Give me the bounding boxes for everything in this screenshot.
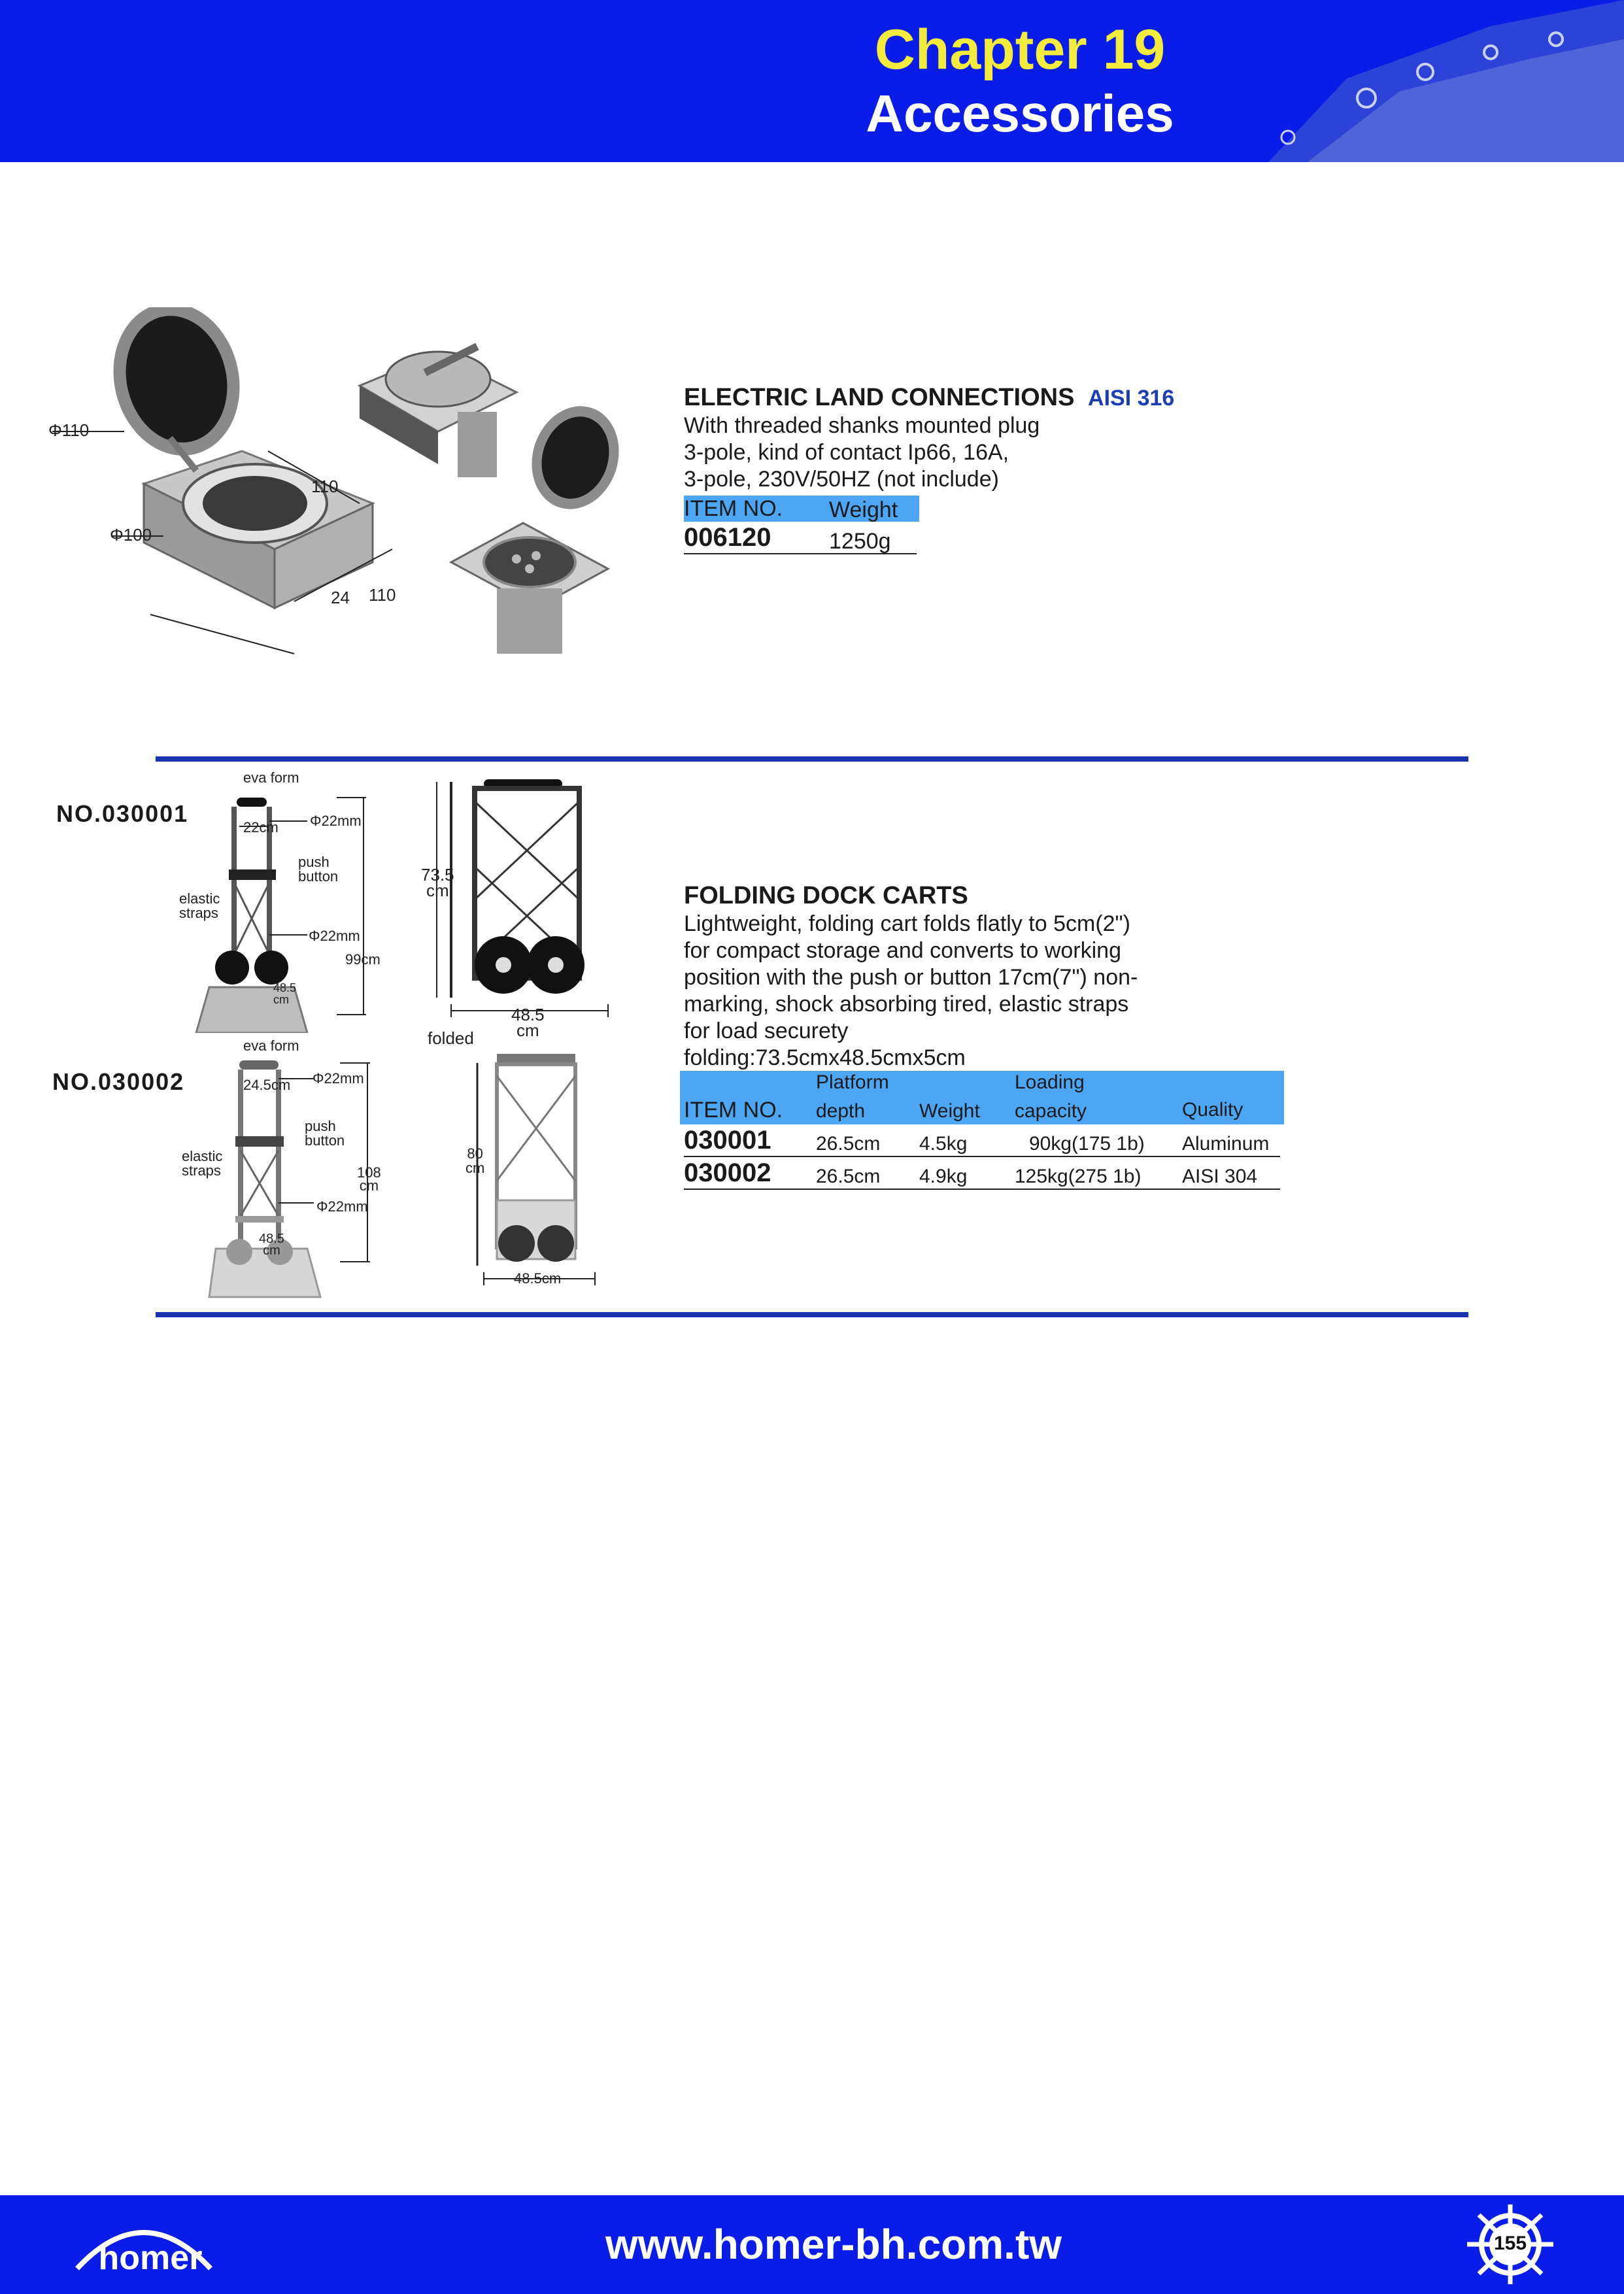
folded-height-73-label (421, 867, 454, 898)
header-capacity: capacity (1015, 1100, 1087, 1122)
description-line: 3-pole, 230V/50HZ (not include) (684, 467, 999, 492)
folded-width-48-label (511, 1007, 545, 1038)
diameter-110-label: Φ110 (48, 420, 90, 440)
label-line: push (305, 1118, 336, 1134)
chapter-number: Chapter 19 (874, 18, 1166, 81)
homer-logo-text: homer (98, 2239, 203, 2277)
label-line: cm (426, 881, 449, 900)
push-button-label (298, 855, 338, 884)
header-item-no: ITEM NO. (684, 1098, 783, 1122)
section-divider (156, 756, 1468, 762)
item-weight: 4.5kg (919, 1133, 968, 1155)
item-weight: 4.9kg (919, 1166, 968, 1187)
product1-table-row (684, 523, 917, 554)
platform-depth: 26.5cm (816, 1133, 881, 1155)
label-line: 108 (357, 1164, 381, 1181)
label-line: straps (179, 905, 218, 921)
header-weight: Weight (919, 1100, 980, 1122)
label-line: 48.5 (511, 1005, 545, 1024)
description-line: With threaded shanks mounted plug (684, 413, 1040, 438)
height-110-label: 110 (369, 585, 396, 605)
material-badge: AISI 316 (1088, 386, 1175, 411)
header-loading: Loading (1015, 1071, 1085, 1093)
eva-form-label: eva form (243, 769, 299, 786)
width-24cm-label: 24.5cm (243, 1077, 291, 1093)
thickness-24-label: 24 (331, 588, 350, 607)
width-110-label: 110 (311, 477, 339, 496)
tube-22mm-label-2: Φ22mm (313, 1070, 364, 1087)
chapter-header-banner (0, 0, 1624, 162)
quality: Aluminum (1182, 1133, 1270, 1155)
product1-table-header (684, 496, 919, 522)
tube-22mm-label: Φ22mm (310, 813, 362, 829)
description-line: for compact storage and converts to working (684, 938, 1121, 963)
label-line: straps (182, 1162, 221, 1179)
elastic-straps-label (179, 892, 220, 920)
label-line: cm (359, 1177, 379, 1194)
page-number-badge (1464, 2202, 1556, 2287)
table-row (684, 1126, 1280, 1157)
header-quality: Quality (1182, 1099, 1243, 1121)
page-number: 155 (1493, 2233, 1527, 2254)
product1-description (684, 413, 1040, 493)
depth-48-label-2 (259, 1233, 284, 1257)
eva-form-label-2: eva form (243, 1037, 299, 1054)
description-line: position with the push or button 17cm(7") non- (684, 965, 1138, 990)
chapter-title: Accessories (866, 84, 1174, 143)
label-line: 73.5 (421, 865, 454, 885)
description-line: folding:73.5cmx48.5cmx5cm (684, 1045, 966, 1070)
model-no-030002: NO.030002 (52, 1068, 185, 1095)
section-divider (156, 1312, 1468, 1317)
label-line: push (298, 854, 330, 870)
label-line: 48.5 (259, 1232, 284, 1246)
model-no-030001: NO.030001 (56, 800, 189, 827)
folded-height-80-label (465, 1147, 484, 1175)
description-line: Lightweight, folding cart folds flatly to 5cm(2") (684, 911, 1130, 936)
depth-48-label (273, 982, 296, 1005)
product-name: ELECTRIC LAND CONNECTIONS (684, 384, 1075, 411)
label-line: cm (465, 1160, 485, 1176)
product2-table-header (680, 1071, 1284, 1124)
label-line: cm (516, 1020, 539, 1040)
item-weight: 1250g (829, 529, 891, 554)
label-line: 80 (467, 1145, 483, 1162)
header-hardware-decoration (1229, 0, 1624, 162)
website-url[interactable]: www.homer-bh.com.tw (605, 2221, 1062, 2268)
item-number: 006120 (684, 523, 771, 552)
loading-capacity: 125kg(275 1b) (1015, 1166, 1142, 1187)
header-platform: Platform (816, 1071, 889, 1093)
platform-depth: 26.5cm (816, 1166, 881, 1187)
label-line: cm (273, 993, 289, 1006)
label-line: button (305, 1132, 345, 1149)
tube-22mm-lower-label-2: Φ22mm (316, 1198, 368, 1215)
product-title-electric-land-connections (684, 382, 1174, 413)
product-title-folding-dock-carts: FOLDING DOCK CARTS (684, 882, 968, 909)
description-line: for load securety (684, 1019, 849, 1043)
homer-logo (65, 2203, 222, 2282)
push-button-label-2 (305, 1119, 345, 1148)
tube-22mm-lower-label: Φ22mm (309, 928, 360, 944)
label-line: 48.5 (273, 981, 297, 994)
item-number: 030002 (684, 1158, 771, 1187)
quality: AISI 304 (1182, 1166, 1258, 1187)
electric-land-connection-illustration (46, 307, 647, 673)
elastic-straps-label-2 (182, 1149, 222, 1178)
item-number: 030001 (684, 1126, 771, 1155)
label-line: elastic (179, 890, 220, 907)
label-line: elastic (182, 1148, 223, 1164)
diameter-100-label: Φ100 (110, 525, 152, 545)
width-22cm-label: 22cm (243, 819, 279, 835)
header-depth: depth (816, 1100, 866, 1122)
folded-width-48cm-label: 48.5cm (514, 1270, 562, 1287)
label-line: button (298, 868, 339, 885)
label-line: cm (263, 1243, 280, 1258)
loading-capacity: 90kg(175 1b) (1029, 1133, 1145, 1155)
description-line: 3-pole, kind of contact Ip66, 16A, (684, 440, 1009, 465)
folded-label: folded (428, 1028, 474, 1048)
product2-description (684, 911, 1138, 1071)
height-108cm-label (357, 1166, 381, 1192)
header-weight: Weight (829, 498, 898, 522)
description-line: marking, shock absorbing tired, elastic straps (684, 992, 1129, 1017)
header-item-no: ITEM NO. (684, 496, 783, 521)
table-row (684, 1158, 1280, 1190)
height-99cm-label: 99cm (345, 951, 381, 968)
